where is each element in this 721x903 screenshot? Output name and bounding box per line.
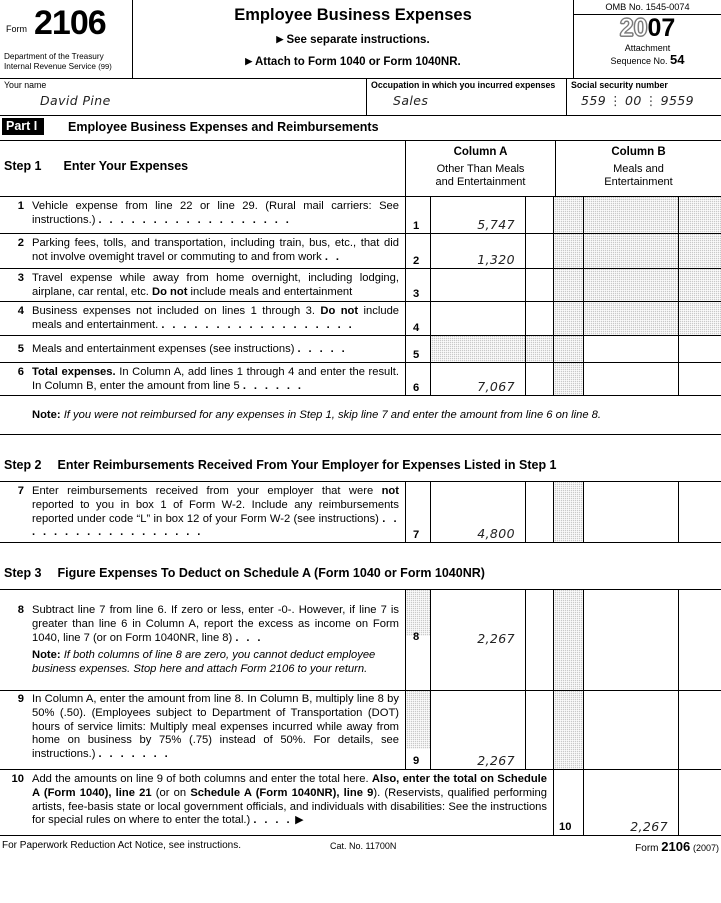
line-3-text-cell xyxy=(0,269,405,300)
instruction-line-1-text: See separate instructions. xyxy=(286,34,430,46)
attachment-label-2: Sequence No. xyxy=(610,56,668,66)
taxpayer-row xyxy=(0,79,721,116)
line-10-description-emphasis-1: Also, enter the total on Schedule A (Form 1040), line 21 xyxy=(32,773,547,799)
part-1-title: Employee Business Expenses and Reimbursements xyxy=(68,120,379,134)
triangle-icon: ▶ xyxy=(245,56,253,66)
line-6-column-a-value: 7,067 xyxy=(477,379,515,394)
line-1-description xyxy=(32,200,399,228)
line-1-number: 1 xyxy=(17,200,24,212)
line-3-number: 3 xyxy=(17,272,24,284)
line-9-description-text: In Column A, enter the amount from line 8. In Column B, multiply line 8 by 50% (.50). (Employees subject to Department of Transportation (DOT) hours of service limits: Multiply meal expenses incurred while away from home on business by 75% (.75) instead of 50%. For details, see instructions.) xyxy=(32,693,399,761)
line-10-number-box xyxy=(553,770,583,835)
line-2-box-number: 2 xyxy=(413,255,420,267)
line-7-column-a-value: 4,800 xyxy=(477,526,515,541)
line-1-gutter xyxy=(553,197,583,233)
catalog-number: Cat. No. 11700N xyxy=(330,841,397,851)
line-2-column-a-cents[interactable] xyxy=(525,234,553,268)
line-6-number-box xyxy=(405,363,430,395)
line-1-box-number: 1 xyxy=(413,220,420,232)
table-row xyxy=(0,234,721,269)
part-1-bar xyxy=(0,116,721,141)
step-2-header xyxy=(0,451,721,482)
line-9-column-a-dollars[interactable] xyxy=(430,691,525,769)
line-7-number: 7 xyxy=(17,485,24,497)
paperwork-notice: For Paperwork Reduction Act Notice, see instructions. xyxy=(2,840,241,851)
omb-block xyxy=(573,0,721,78)
tax-year-prefix: 20 xyxy=(619,14,648,42)
footer-form-year: (2007) xyxy=(692,843,719,853)
step-1-note xyxy=(0,396,721,435)
line-10-description xyxy=(32,773,547,828)
step-1-heading xyxy=(4,159,188,173)
column-a-header xyxy=(405,141,555,196)
page-title: Employee Business Expenses xyxy=(234,6,472,24)
line-3-number-box xyxy=(405,269,430,301)
ssn-separator-icon: ⋮ xyxy=(609,93,622,108)
line-2-gutter xyxy=(553,234,583,268)
line-6-description xyxy=(32,366,399,394)
triangle-icon: ▶ xyxy=(295,814,304,827)
step-2-lines xyxy=(0,482,721,543)
step-1-title: Enter Your Expenses xyxy=(63,159,189,173)
line-10-text-cell xyxy=(0,770,553,828)
line-9-column-b-cents[interactable] xyxy=(678,691,721,769)
line-4-description-emphasis: Do not xyxy=(320,305,359,317)
line-4-column-b-cents xyxy=(678,302,721,335)
line-4-description xyxy=(32,305,399,333)
ssn-value xyxy=(567,90,721,108)
line-3-description xyxy=(32,272,399,300)
line-2-description xyxy=(32,237,399,265)
line-10-description-part-3: ). (Reservists, qualified performing artists, fee-basis state or local government officials, and individuals with disabilities: See the instructions for special rules on where to enter the total.) xyxy=(32,786,547,827)
line-1-column-a-value: 5,747 xyxy=(477,217,515,232)
line-4-description-post: include meals and entertainment. xyxy=(32,305,400,331)
line-10-number: 10 xyxy=(11,773,24,785)
line-9-column-b-dollars[interactable] xyxy=(583,691,678,769)
line-4-text-cell xyxy=(0,302,405,333)
step-1-note-label: Note: xyxy=(32,409,61,421)
line-2-number: 2 xyxy=(17,237,24,249)
form-word-label: Form xyxy=(6,24,27,34)
step-2-spacer xyxy=(0,435,721,451)
line-6-box-number: 6 xyxy=(413,382,420,394)
line-8-note xyxy=(32,649,399,677)
line-2-description-text: Parking fees, tolls, and transportation, including train, bus, etc., that did not involve ovemight travel or commuting to and from work xyxy=(32,237,399,263)
line-2-text-cell xyxy=(0,234,405,265)
occupation-value: Sales xyxy=(393,93,429,108)
line-3-column-b-cents xyxy=(678,269,721,301)
triangle-icon: ▶ xyxy=(276,34,284,44)
column-b-desc-2: Entertainment xyxy=(604,176,673,188)
line-8-number: 8 xyxy=(17,604,24,616)
line-2-number-box xyxy=(405,234,430,268)
instruction-line-1 xyxy=(132,34,574,46)
line-3-column-a-cents[interactable] xyxy=(525,269,553,301)
step-3-title: Figure Expenses To Deduct on Schedule A (Form 1040 or Form 1040NR) xyxy=(57,566,485,580)
line-3-description-emphasis: Do not xyxy=(152,285,188,298)
column-b-name: Column B xyxy=(611,146,666,158)
line-8-box-number: 8 xyxy=(413,631,420,643)
line-2-column-b-cents xyxy=(678,234,721,268)
line-8-text-cell xyxy=(0,590,405,677)
step-2-label: Step 2 xyxy=(4,458,42,472)
ssn-group-3: 9559 xyxy=(660,93,695,108)
line-8-column-b-dollars[interactable] xyxy=(583,590,678,690)
line-6-column-b-cents[interactable] xyxy=(678,363,721,395)
agency-name xyxy=(4,52,112,72)
column-b-desc-1: Meals and xyxy=(613,162,664,175)
line-7-column-a-cents[interactable] xyxy=(525,482,553,542)
line-9-text-cell xyxy=(0,691,405,762)
line-7-description-pre: Enter reimbursements received from your employer that were xyxy=(32,485,382,497)
line-4-column-a-dollars[interactable] xyxy=(430,302,525,335)
line-7-column-b-cents[interactable] xyxy=(678,482,721,542)
agency-paren: (99) xyxy=(98,62,112,71)
line-5-column-b-cents[interactable] xyxy=(678,336,721,362)
table-row xyxy=(0,302,721,336)
step-2-title: Enter Reimbursements Received From Your Employer for Expenses Listed in Step 1 xyxy=(57,458,557,472)
step-1-label: Step 1 xyxy=(4,159,42,173)
agency-line-1: Department of the Treasury xyxy=(4,52,104,61)
line-4-number-box xyxy=(405,302,430,335)
line-3-box-number: 3 xyxy=(413,288,420,300)
line-3-column-b-dollars xyxy=(583,269,678,301)
line-8-note-label: Note: xyxy=(32,649,61,662)
leader-dots: . . . . . . . . . . . . . . . . . . xyxy=(161,318,355,331)
table-row xyxy=(0,197,721,234)
line-6-description-emphasis: Total expenses. xyxy=(32,366,116,378)
line-5-description xyxy=(32,343,399,357)
occupation-field[interactable] xyxy=(366,79,567,115)
line-5-box-number: 5 xyxy=(413,349,420,361)
omb-number: OMB No. 1545-0074 xyxy=(574,0,721,15)
footer-form-id xyxy=(635,839,719,854)
line-7-description xyxy=(32,485,399,540)
line-6-number: 6 xyxy=(17,366,24,378)
leader-dots: . . . xyxy=(235,631,263,644)
line-3-description-post: include meals and entertainment xyxy=(187,285,353,298)
leader-dots: . . xyxy=(324,250,342,263)
line-1-number-box xyxy=(405,197,430,233)
ssn-group-1: 559 xyxy=(581,93,607,108)
leader-dots: . . . . . . xyxy=(242,379,304,392)
attachment-label-1: Attachment xyxy=(624,43,671,53)
step-2-heading xyxy=(4,458,557,472)
line-5-number-box xyxy=(405,336,430,362)
step-1-lines xyxy=(0,197,721,396)
line-5-description-text: Meals and entertainment expenses (see instructions) xyxy=(32,343,295,355)
line-10-total-dollars[interactable] xyxy=(583,770,678,835)
line-6-column-b-dollars[interactable] xyxy=(583,363,678,395)
line-7-column-b-dollars[interactable] xyxy=(583,482,678,542)
footer-form-number: 2106 xyxy=(661,839,691,854)
leader-dots: . . . . . xyxy=(297,343,348,355)
line-8-gutter xyxy=(553,590,583,690)
line-1-column-b-dollars xyxy=(583,197,678,233)
name-field[interactable] xyxy=(0,79,366,115)
tax-year-suffix: 07 xyxy=(647,14,676,42)
table-row xyxy=(0,691,721,770)
attachment-sequence xyxy=(574,43,721,67)
line-5-column-b-dollars[interactable] xyxy=(583,336,678,362)
line-3-column-a-dollars[interactable] xyxy=(430,269,525,301)
leader-dots: . . . . . . . xyxy=(98,748,171,761)
line-8-column-a-value: 2,267 xyxy=(477,631,515,646)
line-7-description-post: reported to you in box 1 of Form W-2. Include any reimbursements reported under code “L” in box 12 of your Form W-2 (see instructions) xyxy=(32,498,399,525)
table-row xyxy=(0,336,721,363)
line-2-column-a-value: 1,320 xyxy=(477,252,515,267)
line-9-number: 9 xyxy=(17,693,24,705)
form-number: 2106 xyxy=(34,4,106,42)
ssn-group-2: 00 xyxy=(624,93,642,108)
line-4-description-pre: Business expenses not included on lines 1 through 3. xyxy=(32,305,321,317)
line-9-column-a-cents[interactable] xyxy=(525,691,553,769)
line-8-description xyxy=(32,604,399,645)
line-1-text-cell xyxy=(0,197,405,228)
line-4-gutter xyxy=(553,302,583,335)
line-7-box-number: 7 xyxy=(413,529,420,541)
column-a-desc-1: Other Than Meals xyxy=(436,162,525,175)
line-1-column-b-cents xyxy=(678,197,721,233)
line-1-description-text: Vehicle expense from line 22 or line 29. (Rural mail carriers: See instructions.) xyxy=(32,200,399,226)
form-header xyxy=(0,0,721,79)
line-9-box-number: 9 xyxy=(413,755,420,767)
line-5-number: 5 xyxy=(17,343,24,355)
line-3-gutter xyxy=(553,269,583,301)
line-9-description xyxy=(32,693,399,762)
step-3-label: Step 3 xyxy=(4,566,42,580)
step-3-lines xyxy=(0,590,721,835)
part-1-tag: Part I xyxy=(2,118,44,135)
instruction-line-2 xyxy=(132,56,574,68)
ssn-field[interactable] xyxy=(566,79,721,115)
line-6-text-cell xyxy=(0,363,405,394)
step-3-heading xyxy=(4,566,485,580)
tax-year xyxy=(574,15,721,42)
table-row xyxy=(0,482,721,543)
line-7-column-a-dollars[interactable] xyxy=(430,482,525,542)
instruction-line-2-text: Attach to Form 1040 or Form 1040NR. xyxy=(254,56,461,68)
line-6-description-text: In Column A, add lines 1 through 4 and enter the result. In Column B, enter the amount from line 5 xyxy=(32,366,399,392)
leader-dots: . . . . . . . . . . . . . . . . . . xyxy=(32,512,399,539)
line-8-column-a-dollars[interactable] xyxy=(430,590,525,690)
line-8-column-a-cents[interactable] xyxy=(525,590,553,690)
column-a-name: Column A xyxy=(453,146,508,158)
line-5-column-a-cents xyxy=(525,336,553,362)
step-3-spacer xyxy=(0,543,721,559)
line-1-column-a-dollars[interactable] xyxy=(430,197,525,233)
table-row xyxy=(0,363,721,396)
line-5-column-a-dollars xyxy=(430,336,525,362)
ssn-label: Social security number xyxy=(571,80,668,90)
line-1-column-a-cents[interactable] xyxy=(525,197,553,233)
line-5-gutter xyxy=(553,336,583,362)
line-10-box-number: 10 xyxy=(559,821,572,833)
name-label: Your name xyxy=(4,80,47,90)
line-9-column-a-value: 2,267 xyxy=(477,753,515,768)
line-9-number-box xyxy=(405,691,430,769)
form-identity-block xyxy=(0,0,133,78)
column-b-header xyxy=(555,141,721,196)
line-10-description-part-2: (or on xyxy=(151,786,191,799)
line-8-note-text: If both columns of line 8 are zero, you cannot deduct employee business expenses. Stop here and attach Form 2106 to your return. xyxy=(32,649,376,676)
line-10-total-value: 2,267 xyxy=(630,819,668,834)
line-10-description-part-1: Add the amounts on line 9 of both columns and enter the total here. xyxy=(32,773,372,785)
line-5-text-cell xyxy=(0,336,405,357)
line-8-description-text: Subtract line 7 from line 6. If zero or less, enter -0-. However, if line 7 is greater than line 6 in Column A, report the excess as income on Form 1040, line 7 (or on Form 1040NR, line 8) xyxy=(32,604,399,644)
name-value: David Pine xyxy=(40,93,111,108)
attachment-sequence-number: 54 xyxy=(670,52,685,67)
line-7-gutter xyxy=(553,482,583,542)
leader-dots: . . . . . . . . . . . . . . . . . . xyxy=(98,213,292,226)
line-8-column-b-cents[interactable] xyxy=(678,590,721,690)
line-10-description-emphasis-2: Schedule A (Form 1040NR), line 9 xyxy=(190,786,374,799)
line-2-column-a-dollars[interactable] xyxy=(430,234,525,268)
step-1-note-text: If you were not reimbursed for any expenses in Step 1, skip line 7 and enter the amount from line 6 on line 8. xyxy=(63,409,602,421)
column-a-desc-2: and Entertainment xyxy=(435,176,526,188)
step-3-header xyxy=(0,559,721,590)
line-2-column-b-dollars xyxy=(583,234,678,268)
table-row xyxy=(0,770,721,835)
line-4-number: 4 xyxy=(17,305,24,317)
line-9-gutter xyxy=(553,691,583,769)
step-1-header xyxy=(0,141,721,197)
form-footer xyxy=(0,835,721,859)
footer-form-word: Form xyxy=(635,843,659,854)
line-7-description-emphasis: not xyxy=(381,485,399,497)
line-3-description-pre: Travel expense while away from home overnight, including lodging, airplane, car rental, etc. xyxy=(32,272,399,298)
agency-line-2: Internal Revenue Service xyxy=(4,62,96,71)
line-4-column-a-cents[interactable] xyxy=(525,302,553,335)
line-7-number-box xyxy=(405,482,430,542)
line-10-total-cents[interactable] xyxy=(678,770,721,835)
line-4-box-number: 4 xyxy=(413,322,420,334)
line-4-column-b-dollars xyxy=(583,302,678,335)
line-6-gutter xyxy=(553,363,583,395)
table-row xyxy=(0,269,721,302)
line-6-column-a-cents[interactable] xyxy=(525,363,553,395)
table-row xyxy=(0,590,721,691)
occupation-label: Occupation in which you incurred expenses xyxy=(371,80,556,90)
ssn-separator-icon: ⋮ xyxy=(644,93,658,108)
line-6-column-a-dollars[interactable] xyxy=(430,363,525,395)
line-8-number-box xyxy=(405,590,430,690)
line-7-text-cell xyxy=(0,482,405,540)
leader-dots: . . . . xyxy=(253,814,292,827)
form-title-block xyxy=(132,0,574,78)
